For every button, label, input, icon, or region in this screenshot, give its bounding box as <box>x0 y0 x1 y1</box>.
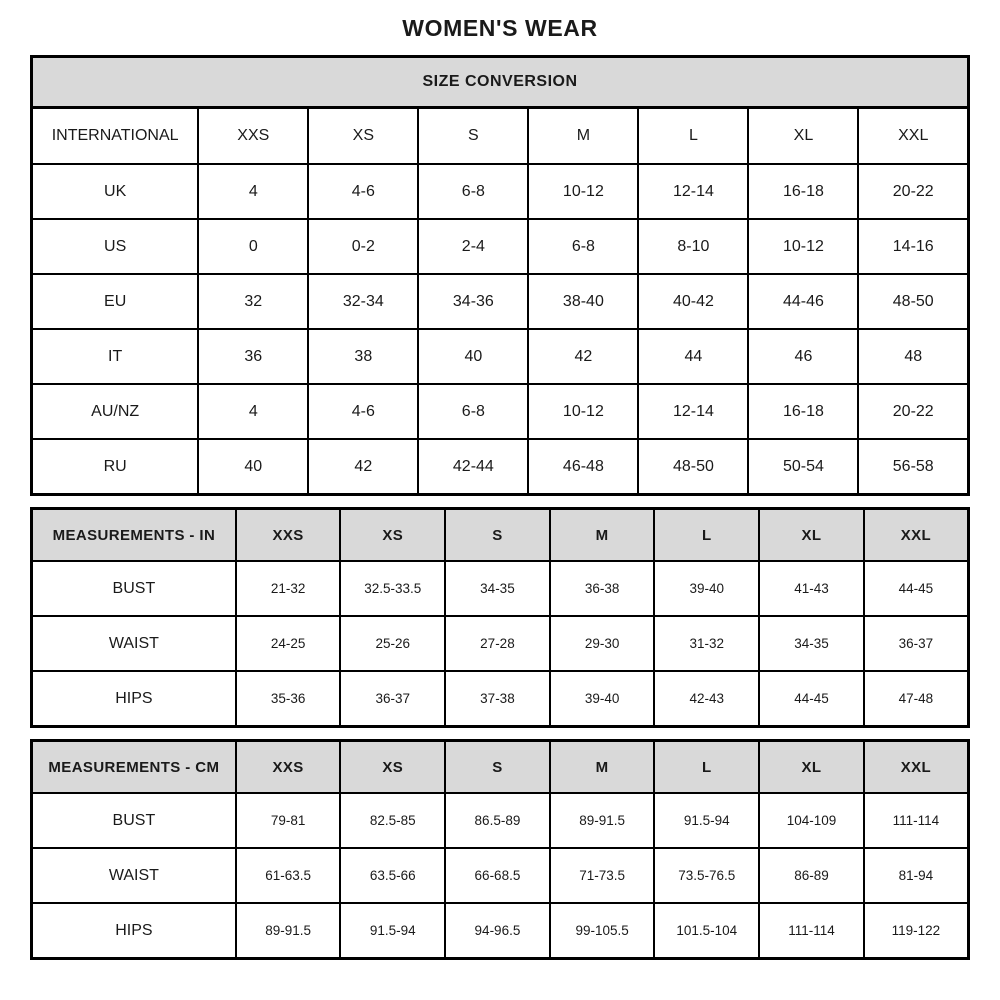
cell-value: 89-91.5 <box>550 793 655 848</box>
size-column-header: XXL <box>858 108 968 165</box>
cell-value: 8-10 <box>638 219 748 274</box>
cell-value: 66-68.5 <box>445 848 550 903</box>
cell-value: 104-109 <box>759 793 864 848</box>
measurements-cm-body <box>32 793 969 959</box>
cell-value: 50-54 <box>748 439 858 495</box>
measurements-in-table <box>30 507 970 728</box>
cell-value: 44-46 <box>748 274 858 329</box>
table-row <box>32 274 969 329</box>
table-row <box>32 384 969 439</box>
cell-value: 34-35 <box>445 561 550 616</box>
size-column-header: XXS <box>236 509 341 562</box>
row-label: WAIST <box>32 848 236 903</box>
cell-value: 48-50 <box>638 439 748 495</box>
cell-value: 34-36 <box>418 274 528 329</box>
cell-value: 35-36 <box>236 671 341 727</box>
cell-value: 46 <box>748 329 858 384</box>
cell-value: 36-37 <box>864 616 969 671</box>
cell-value: 99-105.5 <box>550 903 655 959</box>
cell-value: 36-38 <box>550 561 655 616</box>
row-label: WAIST <box>32 616 236 671</box>
cell-value: 16-18 <box>748 384 858 439</box>
table-row <box>32 329 969 384</box>
size-column-header: XXL <box>864 509 969 562</box>
header-label: MEASUREMENTS - IN <box>32 509 236 562</box>
size-column-header: S <box>445 741 550 794</box>
cell-value: 47-48 <box>864 671 969 727</box>
cell-value: 0-2 <box>308 219 418 274</box>
cell-value: 16-18 <box>748 164 858 219</box>
cell-value: 32.5-33.5 <box>340 561 445 616</box>
table-row <box>32 164 969 219</box>
cell-value: 40 <box>198 439 308 495</box>
size-column-header: XS <box>340 509 445 562</box>
cell-value: 25-26 <box>340 616 445 671</box>
cell-value: 29-30 <box>550 616 655 671</box>
cell-value: 79-81 <box>236 793 341 848</box>
measurements-cm-table <box>30 739 970 960</box>
measurements-in-header-row <box>32 509 969 562</box>
cell-value: 61-63.5 <box>236 848 341 903</box>
size-column-header: S <box>445 509 550 562</box>
cell-value: 10-12 <box>748 219 858 274</box>
cell-value: 38-40 <box>528 274 638 329</box>
cell-value: 111-114 <box>864 793 969 848</box>
row-label: BUST <box>32 561 236 616</box>
cell-value: 20-22 <box>858 164 968 219</box>
cell-value: 111-114 <box>759 903 864 959</box>
row-label: BUST <box>32 793 236 848</box>
cell-value: 27-28 <box>445 616 550 671</box>
cell-value: 32-34 <box>308 274 418 329</box>
size-column-header: XS <box>308 108 418 165</box>
size-column-header: L <box>654 741 759 794</box>
cell-value: 56-58 <box>858 439 968 495</box>
size-column-header: XXL <box>864 741 969 794</box>
cell-value: 4 <box>198 384 308 439</box>
cell-value: 42 <box>528 329 638 384</box>
size-column-header: M <box>528 108 638 165</box>
cell-value: 91.5-94 <box>340 903 445 959</box>
cell-value: 82.5-85 <box>340 793 445 848</box>
table-row <box>32 219 969 274</box>
header-label: MEASUREMENTS - CM <box>32 741 236 794</box>
row-label: HIPS <box>32 671 236 727</box>
cell-value: 101.5-104 <box>654 903 759 959</box>
cell-value: 94-96.5 <box>445 903 550 959</box>
cell-value: 44 <box>638 329 748 384</box>
cell-value: 24-25 <box>236 616 341 671</box>
cell-value: 4-6 <box>308 384 418 439</box>
cell-value: 119-122 <box>864 903 969 959</box>
size-column-header: L <box>638 108 748 165</box>
size-column-header: L <box>654 509 759 562</box>
cell-value: 44-45 <box>759 671 864 727</box>
cell-value: 73.5-76.5 <box>654 848 759 903</box>
size-conversion-title: SIZE CONVERSION <box>32 57 969 108</box>
table-row <box>32 848 969 903</box>
cell-value: 12-14 <box>638 384 748 439</box>
table-row <box>32 439 969 495</box>
row-label: IT <box>32 329 199 384</box>
cell-value: 44-45 <box>864 561 969 616</box>
size-column-header: XL <box>759 741 864 794</box>
row-label: HIPS <box>32 903 236 959</box>
cell-value: 10-12 <box>528 164 638 219</box>
size-conversion-title-row <box>32 57 969 108</box>
header-label: INTERNATIONAL <box>32 108 199 165</box>
cell-value: 32 <box>198 274 308 329</box>
cell-value: 21-32 <box>236 561 341 616</box>
size-column-header: XXS <box>236 741 341 794</box>
cell-value: 12-14 <box>638 164 748 219</box>
cell-value: 40-42 <box>638 274 748 329</box>
cell-value: 42-43 <box>654 671 759 727</box>
cell-value: 46-48 <box>528 439 638 495</box>
row-label: RU <box>32 439 199 495</box>
cell-value: 39-40 <box>550 671 655 727</box>
cell-value: 63.5-66 <box>340 848 445 903</box>
size-column-header: M <box>550 741 655 794</box>
measurements-in-body <box>32 561 969 727</box>
cell-value: 31-32 <box>654 616 759 671</box>
row-label: US <box>32 219 199 274</box>
size-conversion-header-row <box>32 108 969 165</box>
cell-value: 14-16 <box>858 219 968 274</box>
page-title: WOMEN'S WEAR <box>402 15 598 41</box>
cell-value: 2-4 <box>418 219 528 274</box>
table-row <box>32 793 969 848</box>
table-row <box>32 671 969 727</box>
table-row <box>32 616 969 671</box>
cell-value: 39-40 <box>654 561 759 616</box>
cell-value: 42 <box>308 439 418 495</box>
cell-value: 34-35 <box>759 616 864 671</box>
size-column-header: XXS <box>198 108 308 165</box>
cell-value: 42-44 <box>418 439 528 495</box>
table-row <box>32 903 969 959</box>
cell-value: 40 <box>418 329 528 384</box>
size-column-header: M <box>550 509 655 562</box>
row-label: UK <box>32 164 199 219</box>
cell-value: 71-73.5 <box>550 848 655 903</box>
cell-value: 6-8 <box>528 219 638 274</box>
cell-value: 4-6 <box>308 164 418 219</box>
cell-value: 20-22 <box>858 384 968 439</box>
cell-value: 86.5-89 <box>445 793 550 848</box>
row-label: AU/NZ <box>32 384 199 439</box>
cell-value: 48-50 <box>858 274 968 329</box>
size-column-header: XS <box>340 741 445 794</box>
cell-value: 81-94 <box>864 848 969 903</box>
cell-value: 4 <box>198 164 308 219</box>
cell-value: 36-37 <box>340 671 445 727</box>
cell-value: 86-89 <box>759 848 864 903</box>
cell-value: 41-43 <box>759 561 864 616</box>
cell-value: 38 <box>308 329 418 384</box>
size-column-header: S <box>418 108 528 165</box>
cell-value: 10-12 <box>528 384 638 439</box>
cell-value: 37-38 <box>445 671 550 727</box>
cell-value: 36 <box>198 329 308 384</box>
row-label: EU <box>32 274 199 329</box>
cell-value: 91.5-94 <box>654 793 759 848</box>
size-column-header: XL <box>759 509 864 562</box>
cell-value: 48 <box>858 329 968 384</box>
size-conversion-table <box>30 55 970 496</box>
cell-value: 6-8 <box>418 164 528 219</box>
size-column-header: XL <box>748 108 858 165</box>
cell-value: 0 <box>198 219 308 274</box>
cell-value: 89-91.5 <box>236 903 341 959</box>
cell-value: 6-8 <box>418 384 528 439</box>
measurements-cm-header-row <box>32 741 969 794</box>
table-row <box>32 561 969 616</box>
size-conversion-body <box>32 164 969 495</box>
